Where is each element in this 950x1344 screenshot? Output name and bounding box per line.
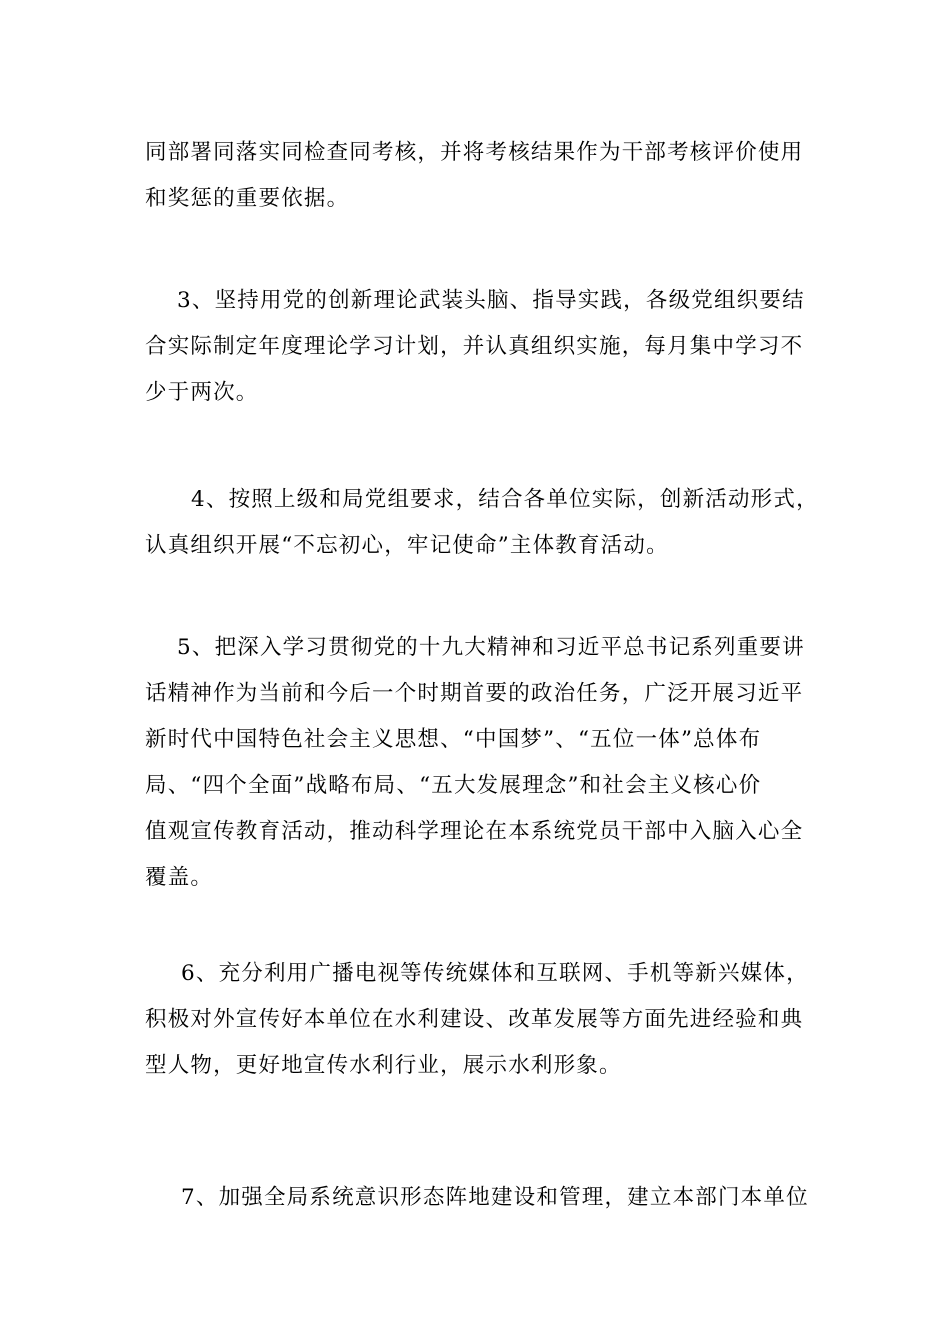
paragraph-item-7 xyxy=(145,1175,810,1221)
text-line: 值观宣传教育活动，推动科学理论在本系统党员干部中入脑入心全 xyxy=(145,819,804,844)
text-line: 少于两次。 xyxy=(145,380,259,405)
text-line: 话精神作为当前和今后一个时期首要的政治任务，广泛开展习近平 xyxy=(145,681,804,706)
text-line: 7、加强全局系统意识形态阵地建设和管理，建立本部门本单位 xyxy=(181,1185,809,1210)
text-line: 3、坚持用党的创新理论武装头脑、指导实践，各级党组织要结 xyxy=(177,288,805,313)
text-line: 局、“四个全面”战略布局、“五大发展理念”和社会主义核心价 xyxy=(145,773,762,798)
text-line: 新时代中国特色社会主义思想、“中国梦”、“五位一体”总体布 xyxy=(145,727,762,752)
text-line: 覆盖。 xyxy=(145,865,214,890)
text-line: 积极对外宣传好本单位在水利建设、改革发展等方面先进经验和典 xyxy=(145,1007,804,1032)
text-line: 合实际制定年度理论学习计划，并认真组织实施，每月集中学习不 xyxy=(145,334,804,359)
text-line: 型人物，更好地宣传水利行业，展示水利形象。 xyxy=(145,1053,622,1078)
text-line: 同部署同落实同检查同考核，并将考核结果作为干部考核评价使用 xyxy=(145,140,804,165)
text-line: 5、把深入学习贯彻党的十九大精神和习近平总书记系列重要讲 xyxy=(177,635,805,660)
paragraph-item-6 xyxy=(145,951,810,1089)
paragraph-item-3 xyxy=(145,278,810,416)
paragraph-item-5 xyxy=(145,625,810,901)
paragraph-1 xyxy=(145,130,810,222)
text-line: 4、按照上级和局党组要求，结合各单位实际，创新活动形式， xyxy=(191,487,819,512)
text-line: 6、充分利用广播电视等传统媒体和互联网、手机等新兴媒体， xyxy=(181,961,809,986)
text-line: 认真组织开展“不忘初心，牢记使命”主体教育活动。 xyxy=(145,533,669,558)
text-line: 和奖惩的重要依据。 xyxy=(145,186,350,211)
paragraph-item-4 xyxy=(145,477,819,569)
